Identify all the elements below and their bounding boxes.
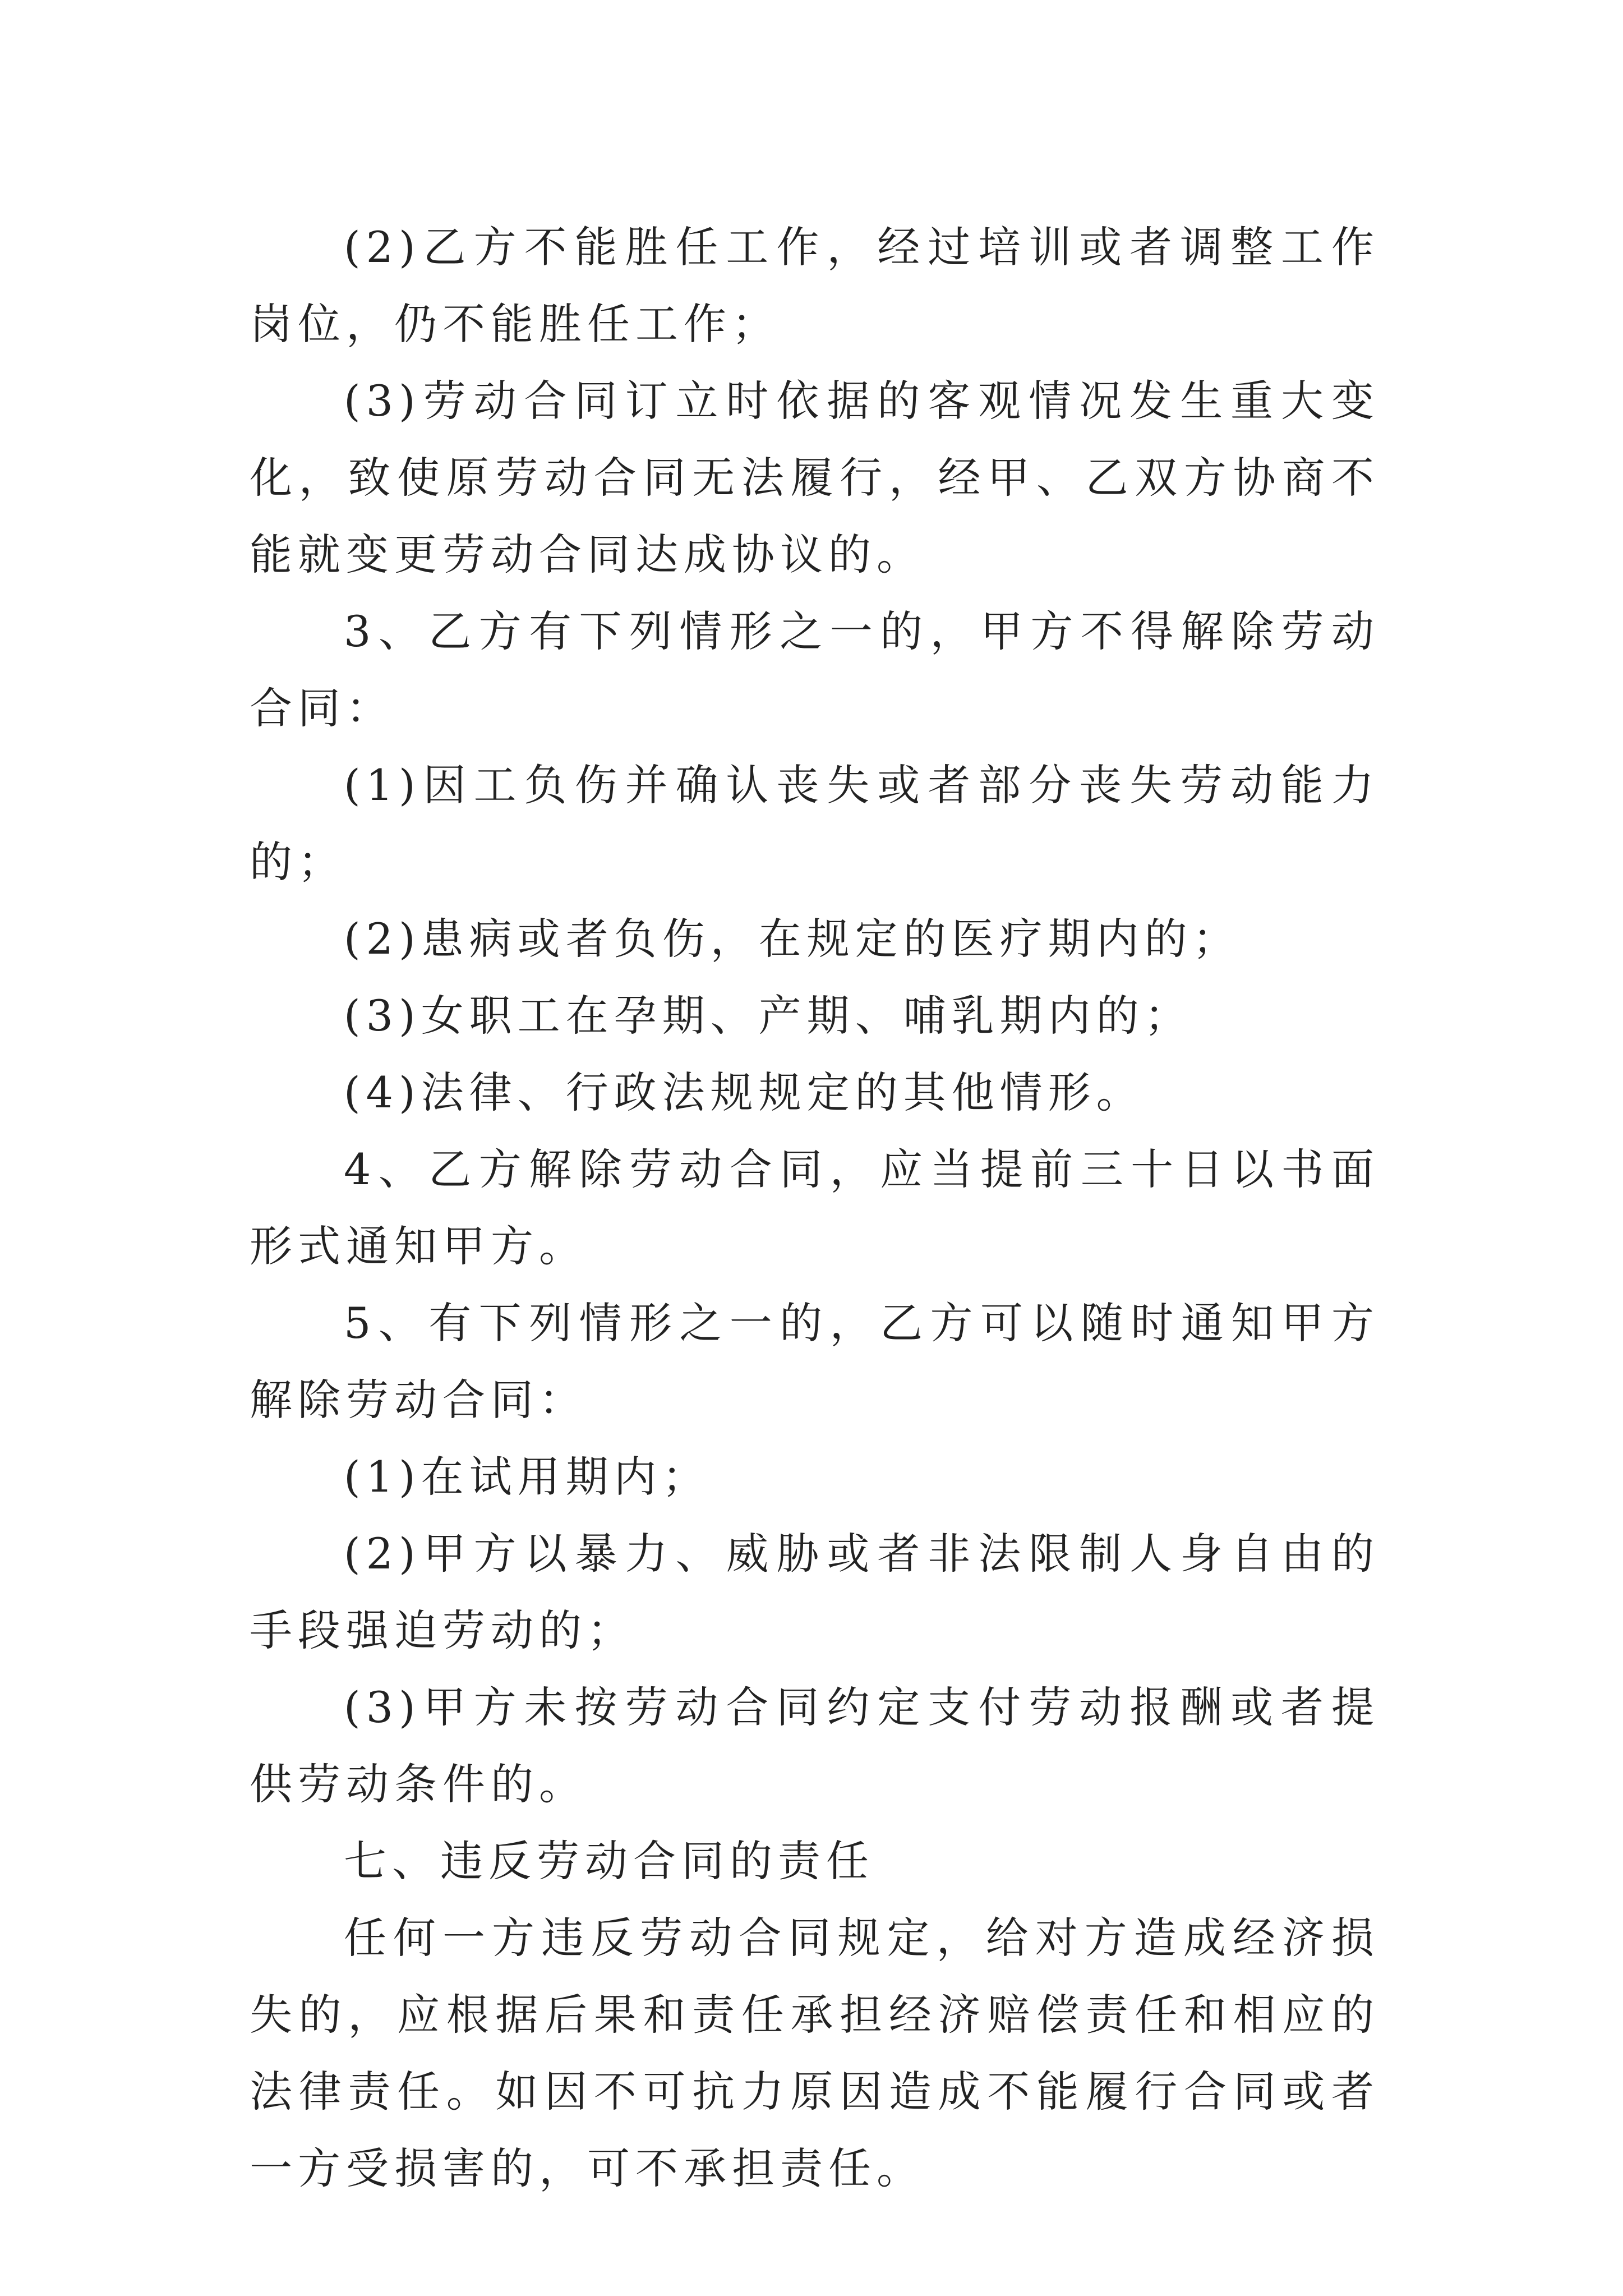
section-heading-liability: 七、违反劳动合同的责任 (344, 1836, 874, 1886)
paragraph-clause-3-4: (4)法律、行政法规规定的其他情形。 (344, 1068, 1145, 1117)
paragraph-clause-5-1: (1)在试用期内； (344, 1452, 711, 1502)
paragraph-clause-3: 3、乙方有下列情形之一的，甲方不得解除劳动合同： (250, 606, 1380, 733)
paragraph-clause-3-3: (3)女职工在孕期、产期、哺乳期内的； (344, 991, 1193, 1041)
paragraph-clause-5-2: (2)甲方以暴力、威胁或者非法限制人身自由的手段强迫劳动的； (250, 1529, 1380, 1655)
paragraph-clause-2-3: (3)劳动合同订立时依据的客观情况发生重大变化，致使原劳动合同无法履行，经甲、乙双方协商不能就变更劳动合同达成协议的。 (250, 376, 1380, 579)
paragraph-clause-5: 5、有下列情形之一的，乙方可以随时通知甲方解除劳动合同： (250, 1298, 1380, 1425)
paragraph-clause-5-3: (3)甲方未按劳动合同约定支付劳动报酬或者提供劳动条件的。 (250, 1682, 1380, 1809)
paragraph-clause-3-2: (2)患病或者负伤，在规定的医疗期内的； (344, 914, 1241, 964)
paragraph-clause-3-1: (1)因工负伤并确认丧失或者部分丧失劳动能力的； (250, 760, 1380, 887)
paragraph-liability: 任何一方违反劳动合同规定，给对方造成经济损失的，应根据后果和责任承担经济赔偿责任和相应的法律责任。如因不可抗力原因造成不能履行合同或者一方受损害的，可不承担责任。 (250, 1913, 1380, 2193)
paragraph-clause-4: 4、乙方解除劳动合同，应当提前三十日以书面形式通知甲方。 (250, 1144, 1380, 1271)
paragraph-clause-2-2: (2)乙方不能胜任工作，经过培训或者调整工作岗位，仍不能胜任工作； (250, 222, 1380, 349)
document-body (250, 209, 1380, 2207)
